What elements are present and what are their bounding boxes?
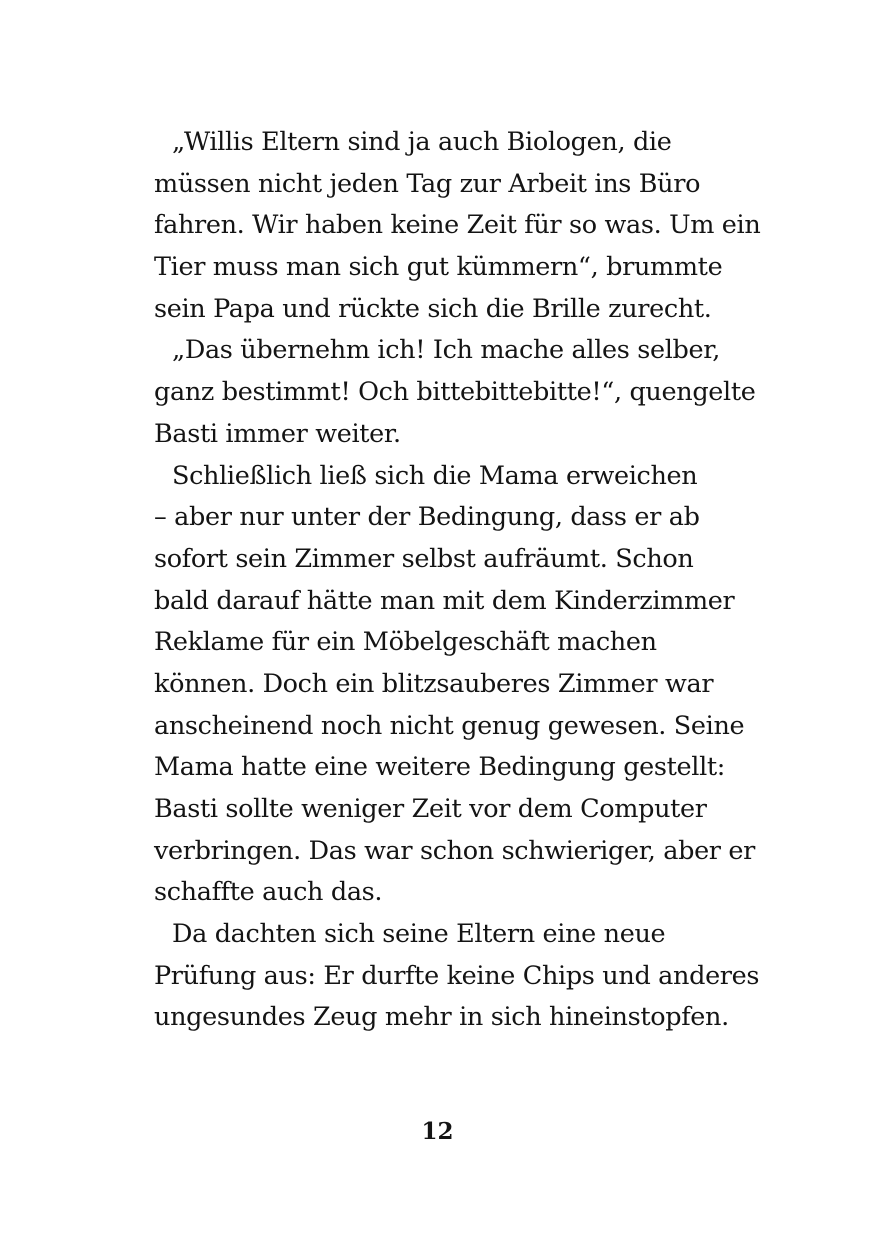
text-line: Basti sollte weniger Zeit vor dem Computer bbox=[154, 794, 707, 824]
text-line: Basti immer weiter. bbox=[154, 418, 401, 449]
paragraph-2 bbox=[154, 330, 774, 455]
text-line: Schließlich ließ sich die Mama erweichen bbox=[172, 460, 698, 491]
text-line: Tier muss man sich gut kümmern“, brummte bbox=[154, 252, 723, 283]
page-number: 12 bbox=[421, 1118, 454, 1145]
text-line: Da dachten sich seine Eltern eine neue bbox=[172, 919, 666, 950]
text-line: „Das übernehm ich! Ich mache alles selber, bbox=[172, 335, 721, 366]
paragraph-4 bbox=[154, 914, 774, 1039]
text-line: Mama hatte eine weitere Bedingung gestellt: bbox=[154, 752, 726, 783]
text-line: sofort sein Zimmer selbst aufräumt. Schon bbox=[154, 543, 694, 574]
paragraph-1 bbox=[154, 122, 774, 330]
text-line: ganz bestimmt! Och bittebittebitte!“, quengelte bbox=[154, 377, 756, 408]
text-line: – aber nur unter der Bedingung, dass er ab bbox=[154, 502, 700, 533]
paragraph-3 bbox=[154, 456, 774, 915]
text-line: fahren. Wir haben keine Zeit für so was. Um ein bbox=[154, 210, 761, 241]
text-line: anscheinend noch nicht genug gewesen. Seine bbox=[154, 710, 745, 741]
text-line: bald darauf hätte man mit dem Kinderzimmer bbox=[154, 585, 735, 616]
text-line: sein Papa und rückte sich die Brille zurecht. bbox=[154, 293, 712, 324]
text-line: müssen nicht jeden Tag zur Arbeit ins Büro bbox=[154, 168, 701, 199]
text-line: ungesundes Zeug mehr in sich hineinstopfen. bbox=[154, 1002, 729, 1033]
text-line: Reklame für ein Möbelgeschäft machen bbox=[154, 627, 657, 658]
text-line: können. Doch ein blitzsauberes Zimmer war bbox=[154, 668, 714, 699]
text-line: verbringen. Das war schon schwieriger, aber er bbox=[154, 835, 755, 866]
text-line: Prüfung aus: Er durfte keine Chips und anderes bbox=[154, 960, 760, 991]
body-text bbox=[154, 122, 774, 1039]
text-line: „Willis Eltern sind ja auch Biologen, die bbox=[172, 127, 672, 157]
text-line: schaffte auch das. bbox=[154, 877, 383, 908]
